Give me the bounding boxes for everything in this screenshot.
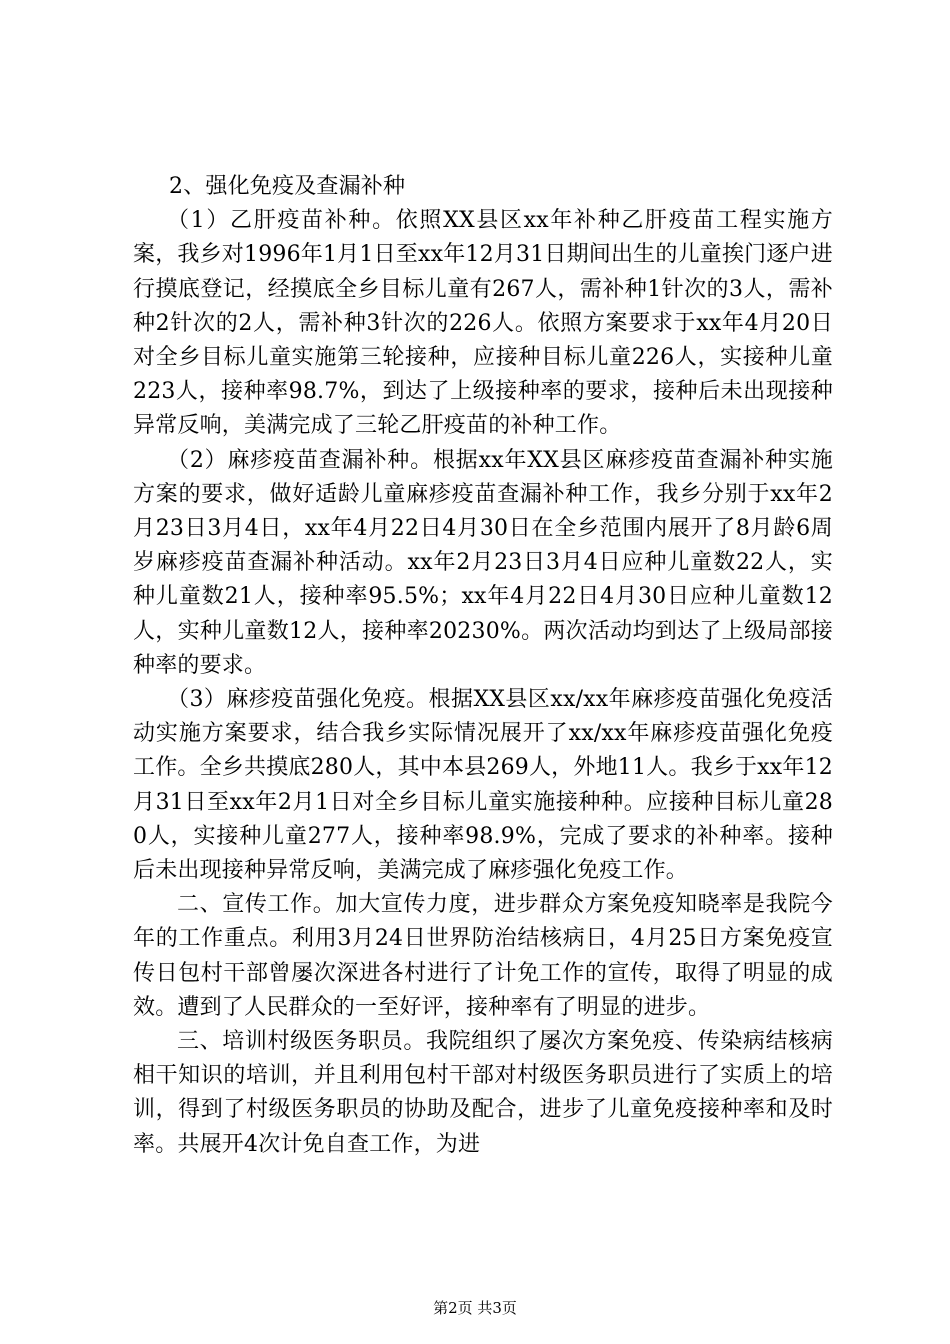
paragraph-measles-catchup: （2）麻疹疫苗查漏补种。根据xx年XX县区麻疹疫苗查漏补种实施方案的要求，做好适龄儿童麻疹疫苗查漏补种工作，我乡分别于xx年2月23日3月4日，xx年4月22日4月30日在全乡范围内展开了8月龄6周岁麻疹疫苗查漏补种活动。xx年2月23日3月4日应种儿童数22人，实种儿童数21人，接种率95.5%；xx年4月22日4月30日应种儿童数12人，实种儿童数12人，接种率20230%。两次活动均到达了上级局部接种率的要求。 bbox=[133, 447, 833, 678]
document-body bbox=[133, 170, 833, 1162]
paragraph-training: 三、培训村级医务职员。我院组织了屡次方案免疫、传染病结核病相干知识的培训，并且利用包村干部对村级医务职员进行了实质上的培训，得到了村级医务职员的协助及配合，进步了儿童免疫接种率和及时率。共展开4次计免自查工作，为进 bbox=[133, 1029, 833, 1157]
page-number: 第2页 共3页 bbox=[433, 1299, 517, 1317]
paragraph-publicity: 二、宣传工作。加大宣传力度，进步群众方案免疫知晓率是我院今年的工作重点。利用3月24日世界防治结核病日，4月25日方案免疫宣传日包村干部曾屡次深进各村进行了计免工作的宣传，取得了明显的成效。遭到了人民群众的一至好评，接种率有了明显的进步。 bbox=[133, 892, 833, 1020]
paragraph-hepatitis-b: （1）乙肝疫苗补种。依照XX县区xx年补种乙肝疫苗工程实施方案，我乡对1996年1月1日至xx年12月31日期间出生的儿童挨门逐户进行摸底登记，经摸底全乡目标儿童有267人，需补种1针次的3人，需补种2针次的2人，需补种3针次的226人。依照方案要求于xx年4月20日对全乡目标儿童实施第三轮接种，应接种目标儿童226人，实接种儿童223人，接种率98.7%，到达了上级接种率的要求，接种后未出现接种异常反响，美满完成了三轮乙肝疫苗的补种工作。 bbox=[133, 208, 833, 439]
section-heading: 2、强化免疫及查漏补种 bbox=[169, 174, 406, 199]
paragraph-measles-campaign: （3）麻疹疫苗强化免疫。根据XX县区xx/xx年麻疹疫苗强化免疫活动实施方案要求，结合我乡实际情况展开了xx/xx年麻疹疫苗强化免疫工作。全乡共摸底280人，其中本县269人，外地11人。我乡于xx年12月31日至xx年2月1日对全乡目标儿童实施接种种。应接种目标儿童280人，实接种儿童277人，接种率98.9%，完成了要求的补种率。接种后未出现接种异常反响，美满完成了麻疹强化免疫工作。 bbox=[133, 687, 833, 884]
